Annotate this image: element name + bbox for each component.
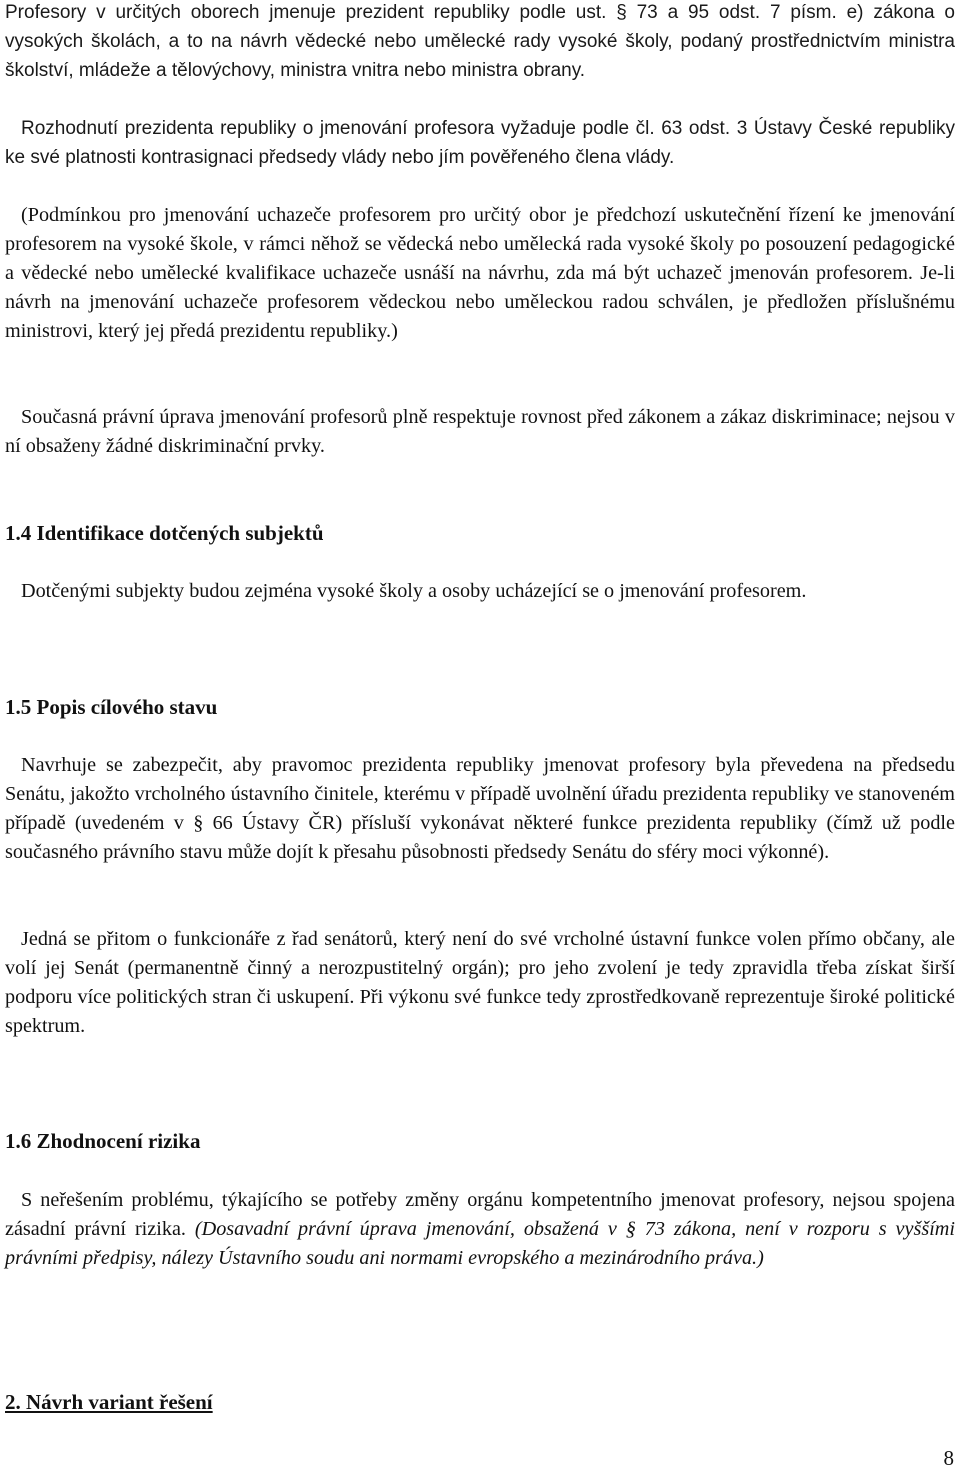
paragraph-affected-subjects: Dotčenými subjekty budou zejména vysoké školy a osoby ucházející se o jmenování profesorem. bbox=[21, 580, 807, 602]
risk-text-italic: (Dosavadní právní úprava jmenování, obsažená v § 73 zákona, není v rozporu s vyššími právními předpisy, nálezy Ústavního soudu ani normami evropského a mezinárodního práva.) bbox=[5, 1218, 955, 1269]
paragraph-current-regulation: Současná právní úprava jmenování profesorů plně respektuje rovnost před zákonem a zákaz diskriminace; nejsou v ní obsaženy žádné diskriminační prvky. bbox=[5, 406, 955, 457]
paragraph-risk-assessment bbox=[5, 1186, 955, 1273]
paragraph-senate-president: Jedná se přitom o funkcionáře z řad senátorů, který není do své vrcholné ústavní funkce volen přímo občany, ale volí jej Senát (permanentně činný a nerozpustitelný orgán); pro jeho zvolení je tedy zpravidla třeba získat širší podporu více politických stran či uskupení. Při výkonu své funkce tedy zprostředkovaně reprezentuje široké politické spektrum. bbox=[5, 928, 955, 1037]
heading-solution-variants: 2. Návrh variant řešení bbox=[5, 1390, 213, 1414]
paragraph-proposal: Navrhuje se zabezpečit, aby pravomoc prezidenta republiky jmenovat profesory byla převedena na předsedu Senátu, jakožto vrcholného ústavního činitele, kterému v případě uvolnění úřadu prezidenta republiky ve stanoveném případě (uvedeném v § 66 Ústavy ČR) přísluší vykonávat některé funkce prezidenta republiky (čímž už podle současného právního stavu může dojít k přesahu působnosti předsedy Senátu do sféry moci výkonné). bbox=[5, 754, 955, 863]
risk-text-regular: S neřešením problému, týkajícího se potřeby změny orgánu kompetentního jmenovat profesory, nejsou spojena zásadní právní rizika. bbox=[5, 1189, 955, 1240]
paragraph-professor-appointment: Profesory v určitých oborech jmenuje prezident republiky podle ust. § 73 a 95 odst. 7 písm. e) zákona o vysokých školách, a to na návrh vědecké nebo umělecké rady vysoké školy, podaný prostřednictvím ministra školství, mládeže a tělovýchovy, ministra vnitra nebo ministra obrany. bbox=[5, 2, 955, 81]
paragraph-appointment-procedure: (Podmínkou pro jmenování uchazeče profesorem pro určitý obor je předchozí uskutečnění řízení ke jmenování profesorem na vysoké škole, v rámci něhož se vědecká nebo umělecká rada vysoké školy po posouzení pedagogické a vědecké nebo umělecké kvalifikace uchazeče usnáší na návrhu, zda má být uchazeč jmenován profesorem. Je-li návrh na jmenování uchazeče profesorem vědeckou nebo uměleckou radou schválen, je předložen příslušnému ministrovi, který jej předá prezidentu republiky.) bbox=[5, 204, 955, 342]
paragraph-countersignature: Rozhodnutí prezidenta republiky o jmenování profesora vyžaduje podle čl. 63 odst. 3 Ústavy České republiky ke své platnosti kontrasignaci předsedy vlády nebo jím pověřeného člena vlády. bbox=[5, 118, 955, 168]
heading-target-state: 1.5 Popis cílového stavu bbox=[5, 695, 218, 719]
heading-affected-subjects: 1.4 Identifikace dotčených subjektů bbox=[5, 521, 324, 545]
heading-risk-assessment: 1.6 Zhodnocení rizika bbox=[5, 1129, 201, 1153]
page-number: 8 bbox=[943, 1446, 954, 1470]
